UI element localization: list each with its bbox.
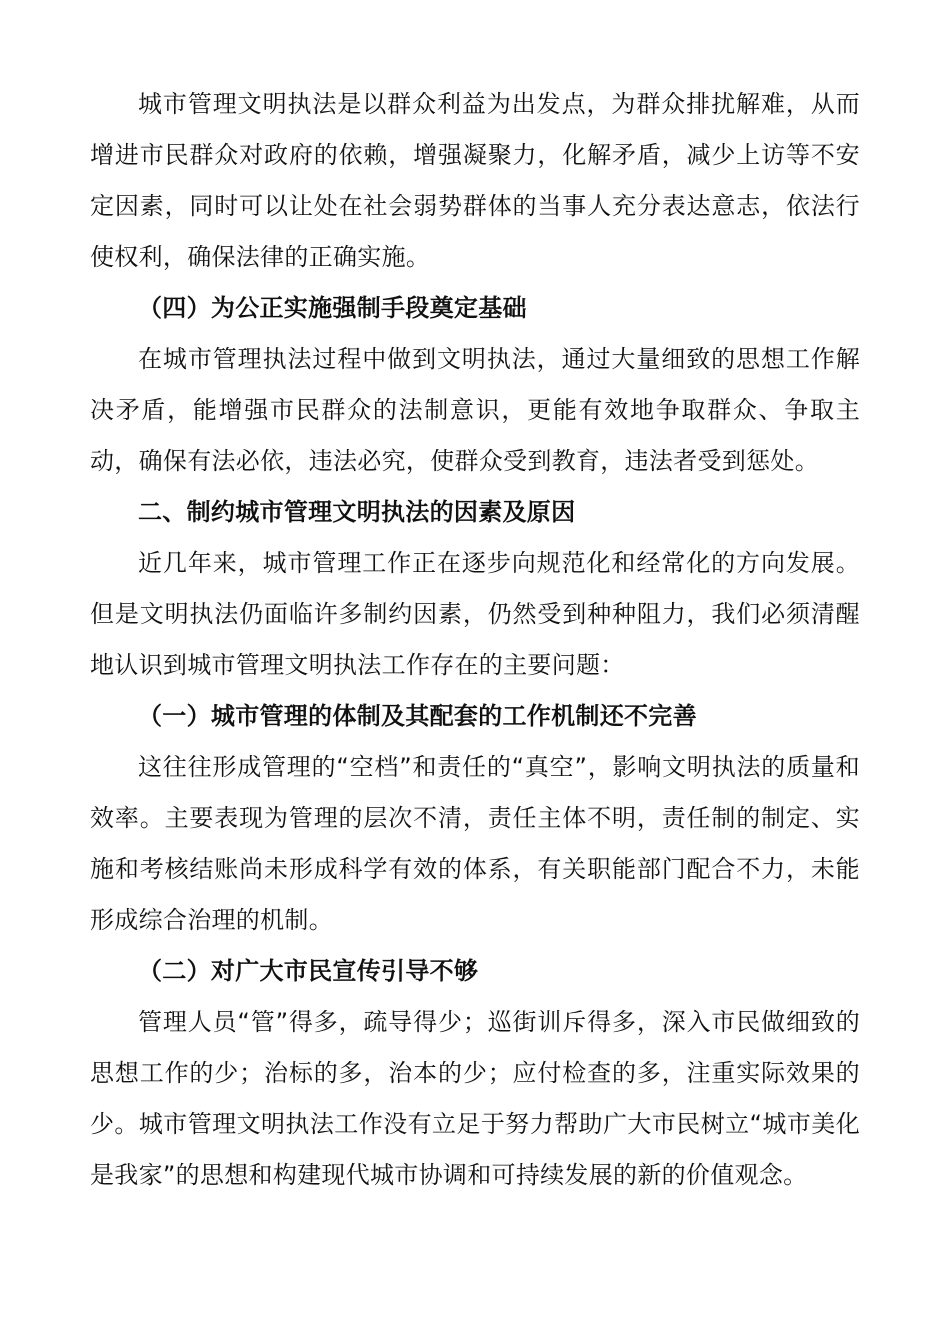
paragraph-part-two-intro: 近几年来，城市管理工作正在逐步向规范化和经常化的方向发展。但是文明执法仍面临许多制约因素，仍然受到种种阻力，我们必须清醒地认识到城市管理文明执法工作存在的主要问题：: [90, 549, 860, 679]
heading-subsection-one: （一）城市管理的体制及其配套的工作机制还不完善: [138, 702, 697, 730]
heading-part-two: 二、制约城市管理文明执法的因素及原因: [138, 498, 576, 526]
paragraph-publicity-issues: 管理人员“管”得多，疏导得少；巡街训斥得多，深入市民做细致的思想工作的少；治标的多，治本的少；应付检查的多，注重实际效果的少。城市管理文明执法工作没有立足于努力帮助广大市民树立“城市美化是我家”的思想和构建现代城市协调和可持续发展的新的价值观念。: [90, 1008, 860, 1189]
paragraph-enforcement-basis: 在城市管理执法过程中做到文明执法，通过大量细致的思想工作解决矛盾，能增强市民群众的法制意识，更能有效地争取群众、争取主动，确保有法必依，违法必究，使群众受到教育，违法者受到惩处。: [90, 345, 860, 475]
paragraph-benefits-conclusion: 城市管理文明执法是以群众利益为出发点，为群众排扰解难，从而增进市民群众对政府的依赖，增强凝聚力，化解矛盾，减少上访等不安定因素，同时可以让处在社会弱势群体的当事人充分表达意志，依法行使权利，确保法律的正确实施。: [90, 90, 860, 271]
paragraph-system-issues: 这往往形成管理的“空档”和责任的“真空”，影响文明执法的质量和效率。主要表现为管理的层次不清，责任主体不明，责任制的制定、实施和考核结账尚未形成科学有效的体系，有关职能部门配合不力，未能形成综合治理的机制。: [90, 753, 860, 934]
heading-subsection-two: （二）对广大市民宣传引导不够: [138, 957, 479, 985]
document-body: [90, 79, 860, 1201]
heading-section-four: （四）为公正实施强制手段奠定基础: [138, 294, 527, 322]
